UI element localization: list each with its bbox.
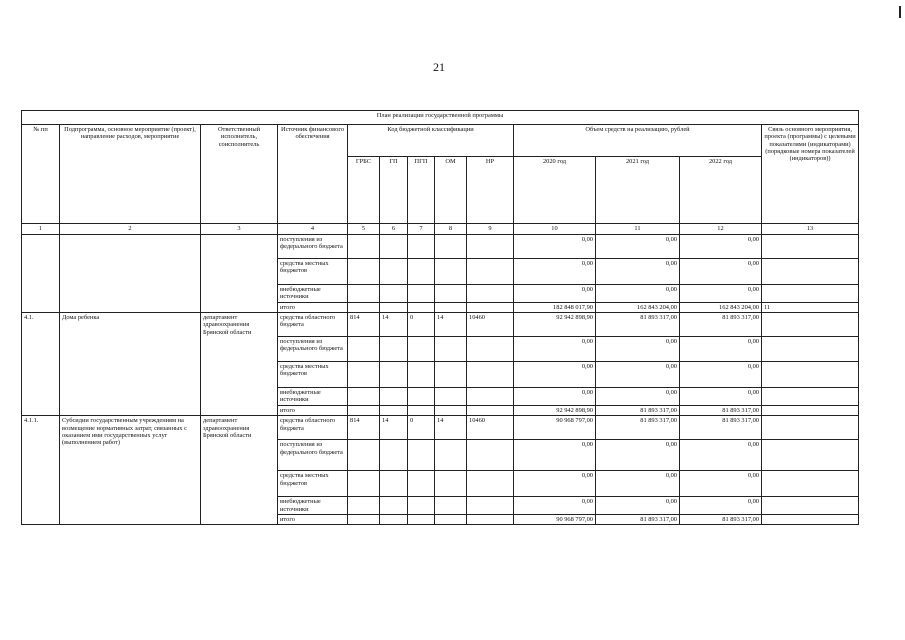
col-number: 10 <box>514 224 596 235</box>
amount-2020: 0,00 <box>514 471 596 497</box>
source-cell: средства местных бюджетов <box>278 259 348 285</box>
col-number: 9 <box>467 224 514 235</box>
source-cell: итого <box>278 302 348 312</box>
source-cell: итого <box>278 514 348 524</box>
col-number: 4 <box>278 224 348 235</box>
col-number: 5 <box>348 224 380 235</box>
header-program: Подпрограмма, основное мероприятие (проект), направление расходов, мероприятие <box>60 125 201 224</box>
amount-2022: 81 893 317,00 <box>680 514 762 524</box>
amount-2021: 81 893 317,00 <box>596 514 680 524</box>
amount-2020: 92 942 898,90 <box>514 313 596 337</box>
amount-2020: 0,00 <box>514 362 596 388</box>
source-cell: средства областного бюджета <box>278 416 348 440</box>
amount-2022: 0,00 <box>680 259 762 285</box>
amount-2022: 81 893 317,00 <box>680 405 762 415</box>
edge-mark <box>899 6 901 18</box>
amount-2022: 0,00 <box>680 235 762 259</box>
header-grbs: ГРБС <box>348 157 380 224</box>
source-cell: средства местных бюджетов <box>278 471 348 497</box>
amount-2020: 0,00 <box>514 259 596 285</box>
amount-2021: 81 893 317,00 <box>596 416 680 440</box>
amount-2021: 0,00 <box>596 362 680 388</box>
item-executor: департамент здравоохранения Брянской области <box>201 416 278 525</box>
amount-2021: 81 893 317,00 <box>596 405 680 415</box>
code-grbs: 814 <box>348 313 380 337</box>
table-row <box>22 313 859 337</box>
amount-2020: 92 942 898,90 <box>514 405 596 415</box>
amount-2020: 0,00 <box>514 388 596 406</box>
amount-2020: 0,00 <box>514 235 596 259</box>
source-cell: внебюджетные источники <box>278 497 348 515</box>
amount-2022: 0,00 <box>680 285 762 303</box>
item-number: 4.1. <box>22 313 60 416</box>
item-name: Субсидии государственным учреждениям на возмещение нормативных затрат, связанных с оказанием ими государственных услуг (выполнением работ) <box>60 416 201 525</box>
header-nr: НР <box>467 157 514 224</box>
column-number-row <box>22 224 859 235</box>
source-cell: внебюджетные источники <box>278 285 348 303</box>
amount-2021: 162 843 204,00 <box>596 302 680 312</box>
amount-2021: 0,00 <box>596 388 680 406</box>
amount-2022: 0,00 <box>680 471 762 497</box>
page-number: 21 <box>433 60 445 74</box>
amount-2020: 182 848 017,90 <box>514 302 596 312</box>
amount-2021: 81 893 317,00 <box>596 313 680 337</box>
amount-2021: 0,00 <box>596 235 680 259</box>
code-nr: 10460 <box>467 416 514 440</box>
amount-2020: 90 968 797,00 <box>514 514 596 524</box>
amount-2022: 81 893 317,00 <box>680 416 762 440</box>
indicator-link: 11 <box>762 302 859 312</box>
table-row <box>22 416 859 440</box>
amount-2022: 0,00 <box>680 388 762 406</box>
amount-2021: 0,00 <box>596 337 680 362</box>
code-grbs: 814 <box>348 416 380 440</box>
amount-2021: 0,00 <box>596 497 680 515</box>
code-om: 14 <box>435 416 467 440</box>
code-nr: 10460 <box>467 313 514 337</box>
header-amounts: Объем средств на реализацию, рублей <box>514 125 762 157</box>
empty-cell <box>60 235 201 313</box>
header-om: ОМ <box>435 157 467 224</box>
header-executor: Ответственный исполнитель, соисполнитель <box>201 125 278 224</box>
item-name: Дома ребенка <box>60 313 201 416</box>
table-row <box>22 235 859 259</box>
item-number: 4.1.1. <box>22 416 60 525</box>
header-2021: 2021 год <box>596 157 680 224</box>
header-pgp: ПГП <box>408 157 435 224</box>
amount-2021: 0,00 <box>596 440 680 471</box>
amount-2022: 0,00 <box>680 337 762 362</box>
code-gp: 14 <box>380 416 408 440</box>
header-2020: 2020 год <box>514 157 596 224</box>
amount-2022: 81 893 317,00 <box>680 313 762 337</box>
empty-cell <box>201 235 278 313</box>
amount-2022: 0,00 <box>680 497 762 515</box>
amount-2021: 0,00 <box>596 471 680 497</box>
amount-2020: 0,00 <box>514 285 596 303</box>
col-number: 12 <box>680 224 762 235</box>
code-om: 14 <box>435 313 467 337</box>
col-number: 11 <box>596 224 680 235</box>
source-cell: поступления из федерального бюджета <box>278 440 348 471</box>
col-number: 8 <box>435 224 467 235</box>
amount-2020: 0,00 <box>514 440 596 471</box>
col-number: 6 <box>380 224 408 235</box>
amount-2020: 0,00 <box>514 337 596 362</box>
header-source: Источник финансового обеспечения <box>278 125 348 224</box>
code-pgp: 0 <box>408 416 435 440</box>
col-number: 1 <box>22 224 60 235</box>
header-budget-code: Код бюджетной классификации <box>348 125 514 157</box>
program-plan-table <box>21 110 859 525</box>
header-indicators: Связь основного мероприятия, проекта (программы) с целевыми показателями (индикаторами) (порядковые номера показателей (индикаторов)) <box>762 125 859 224</box>
source-cell: итого <box>278 405 348 415</box>
table-title: План реализации государственной программы <box>22 111 859 125</box>
col-number: 13 <box>762 224 859 235</box>
empty-cell <box>22 235 60 313</box>
col-number: 7 <box>408 224 435 235</box>
col-number: 3 <box>201 224 278 235</box>
code-pgp: 0 <box>408 313 435 337</box>
amount-2020: 90 968 797,00 <box>514 416 596 440</box>
item-executor: департамент здравоохранения Брянской области <box>201 313 278 416</box>
amount-2020: 0,00 <box>514 497 596 515</box>
header-num: № пп <box>22 125 60 224</box>
amount-2021: 0,00 <box>596 285 680 303</box>
source-cell: поступления из федерального бюджета <box>278 337 348 362</box>
source-cell: средства областного бюджета <box>278 313 348 337</box>
amount-2022: 0,00 <box>680 440 762 471</box>
code-gp: 14 <box>380 313 408 337</box>
header-gp: ГП <box>380 157 408 224</box>
source-cell: средства местных бюджетов <box>278 362 348 388</box>
source-cell: внебюджетные источники <box>278 388 348 406</box>
amount-2022: 162 843 204,00 <box>680 302 762 312</box>
col-number: 2 <box>60 224 201 235</box>
header-2022: 2022 год <box>680 157 762 224</box>
amount-2022: 0,00 <box>680 362 762 388</box>
source-cell: поступления из федерального бюджета <box>278 235 348 259</box>
amount-2021: 0,00 <box>596 259 680 285</box>
